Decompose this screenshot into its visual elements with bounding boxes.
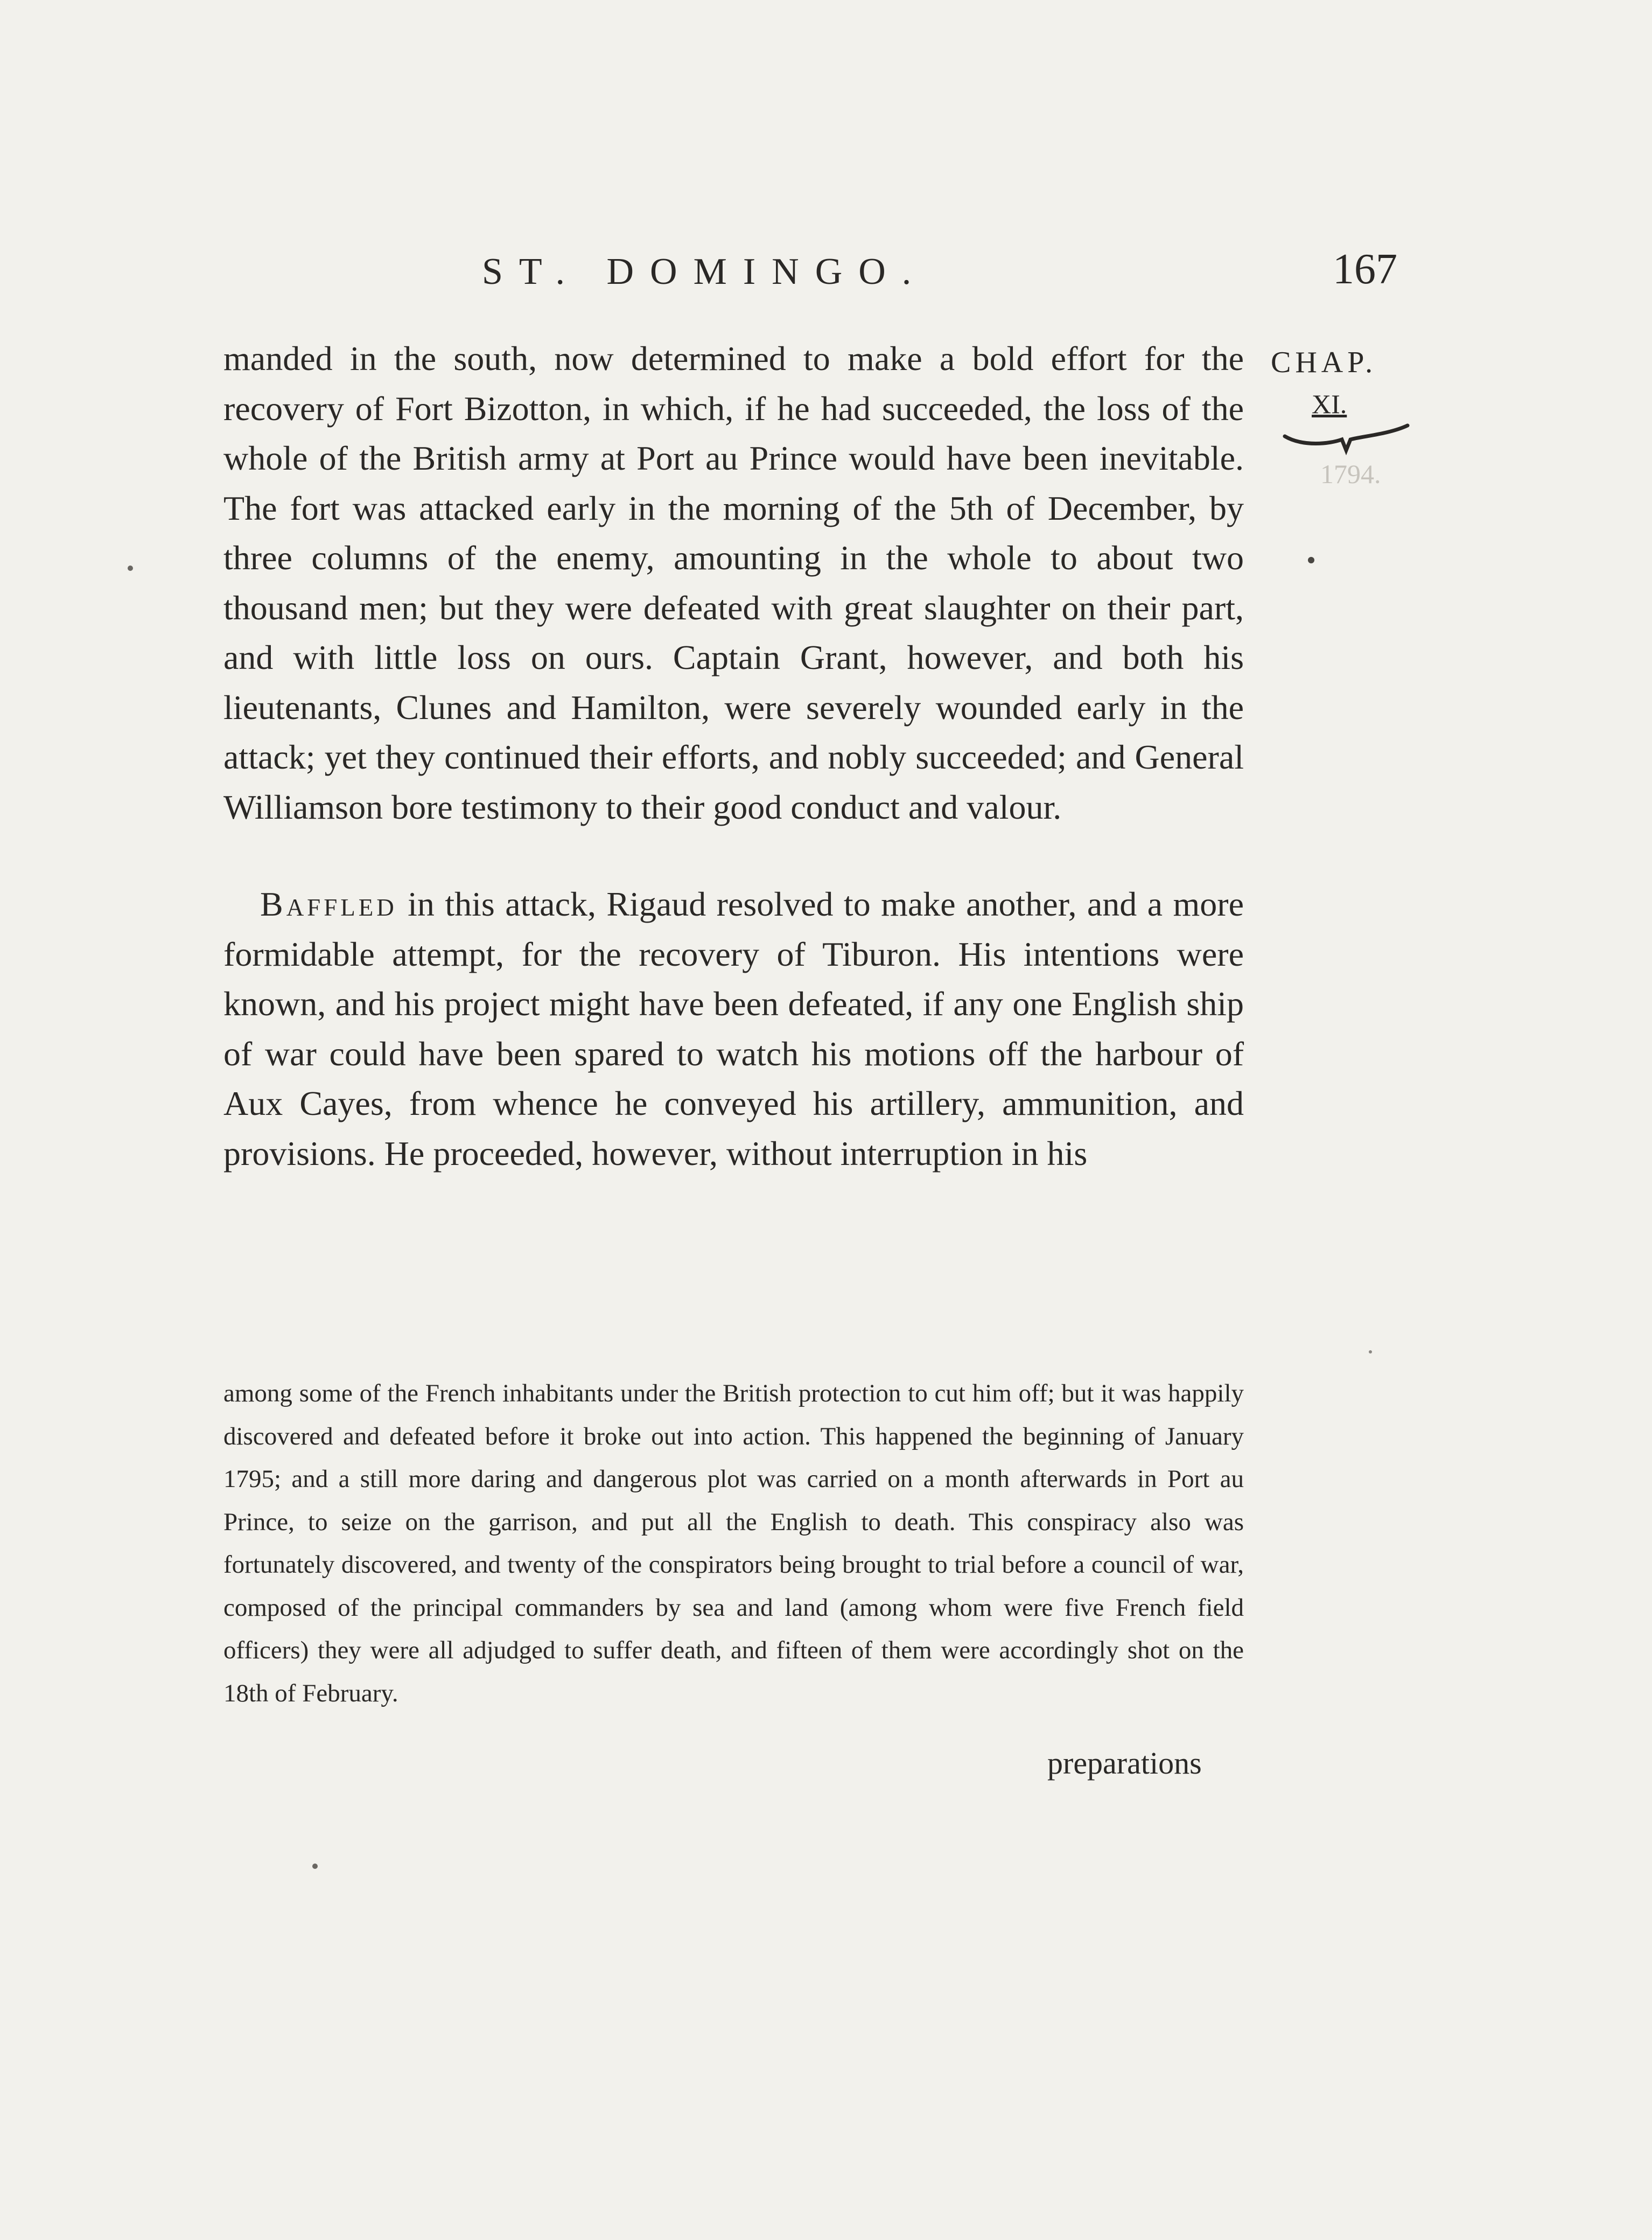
margin-brace-icon [1282, 420, 1411, 458]
page-number: 167 [1333, 246, 1397, 293]
footnote: among some of the French inhabitants under the British protection to cut him off; but it was happily discovered and defeated before it broke out into action. This happened the beginning of January 1795; and a still more daring and dangerous plot was carried on a month afterwards in Port au Prince, to seize on the garrison, and put all the English to death. This conspiracy also was fortunately discovered, and twenty of the conspirators being brought to trial before a council of war, composed of the principal commanders by sea and land (among whom were five French field officers) they were all adjudged to suffer death, and fifteen of them were accordingly shot on the 18th of February. [223, 1379, 1244, 1707]
paragraph-2-lead-word: Baffled [260, 885, 397, 923]
running-head-title: ST. DOMINGO. [482, 251, 928, 292]
margin-chapter-number: XI. [1312, 389, 1347, 419]
paragraph-1: manded in the south, now determined to make a bold effort for the recovery of Fort Bizotton, in which, if he had succeeded, the loss of the whole of the British army at Port au Prince would have been inevitable. The fort was attacked early in the morning of the 5th of December, by three columns of the enemy, amounting in the whole to about two thousand men; but they were defeated with great slaughter on their part, and with little loss on ours. Captain Grant, however, and both his lieutenants, Clunes and Hamilton, were severely wounded early in the attack; yet they continued their efforts, and nobly succeeded; and General Williamson bore testimony to their good conduct and valour. [223, 339, 1244, 826]
paragraph-2 [223, 880, 1244, 1178]
catchword: preparations [1047, 1746, 1202, 1781]
margin-year: 1794. [1320, 459, 1381, 489]
margin-chapter-label: CHAP. [1271, 346, 1377, 379]
main-text [223, 334, 1244, 1178]
paragraph-2-text: in this attack, Rigaud resolved to make another, and a more formidable attempt, for the recovery of Tiburon. His intentions were known, and his project might have been defeated, if any one English ship of war could have been spared to watch his motions off the harbour of Aux Cayes, from whence he conveyed his artillery, ammunition, and provisions. He proceeded, however, without interruption in his [223, 885, 1244, 1173]
